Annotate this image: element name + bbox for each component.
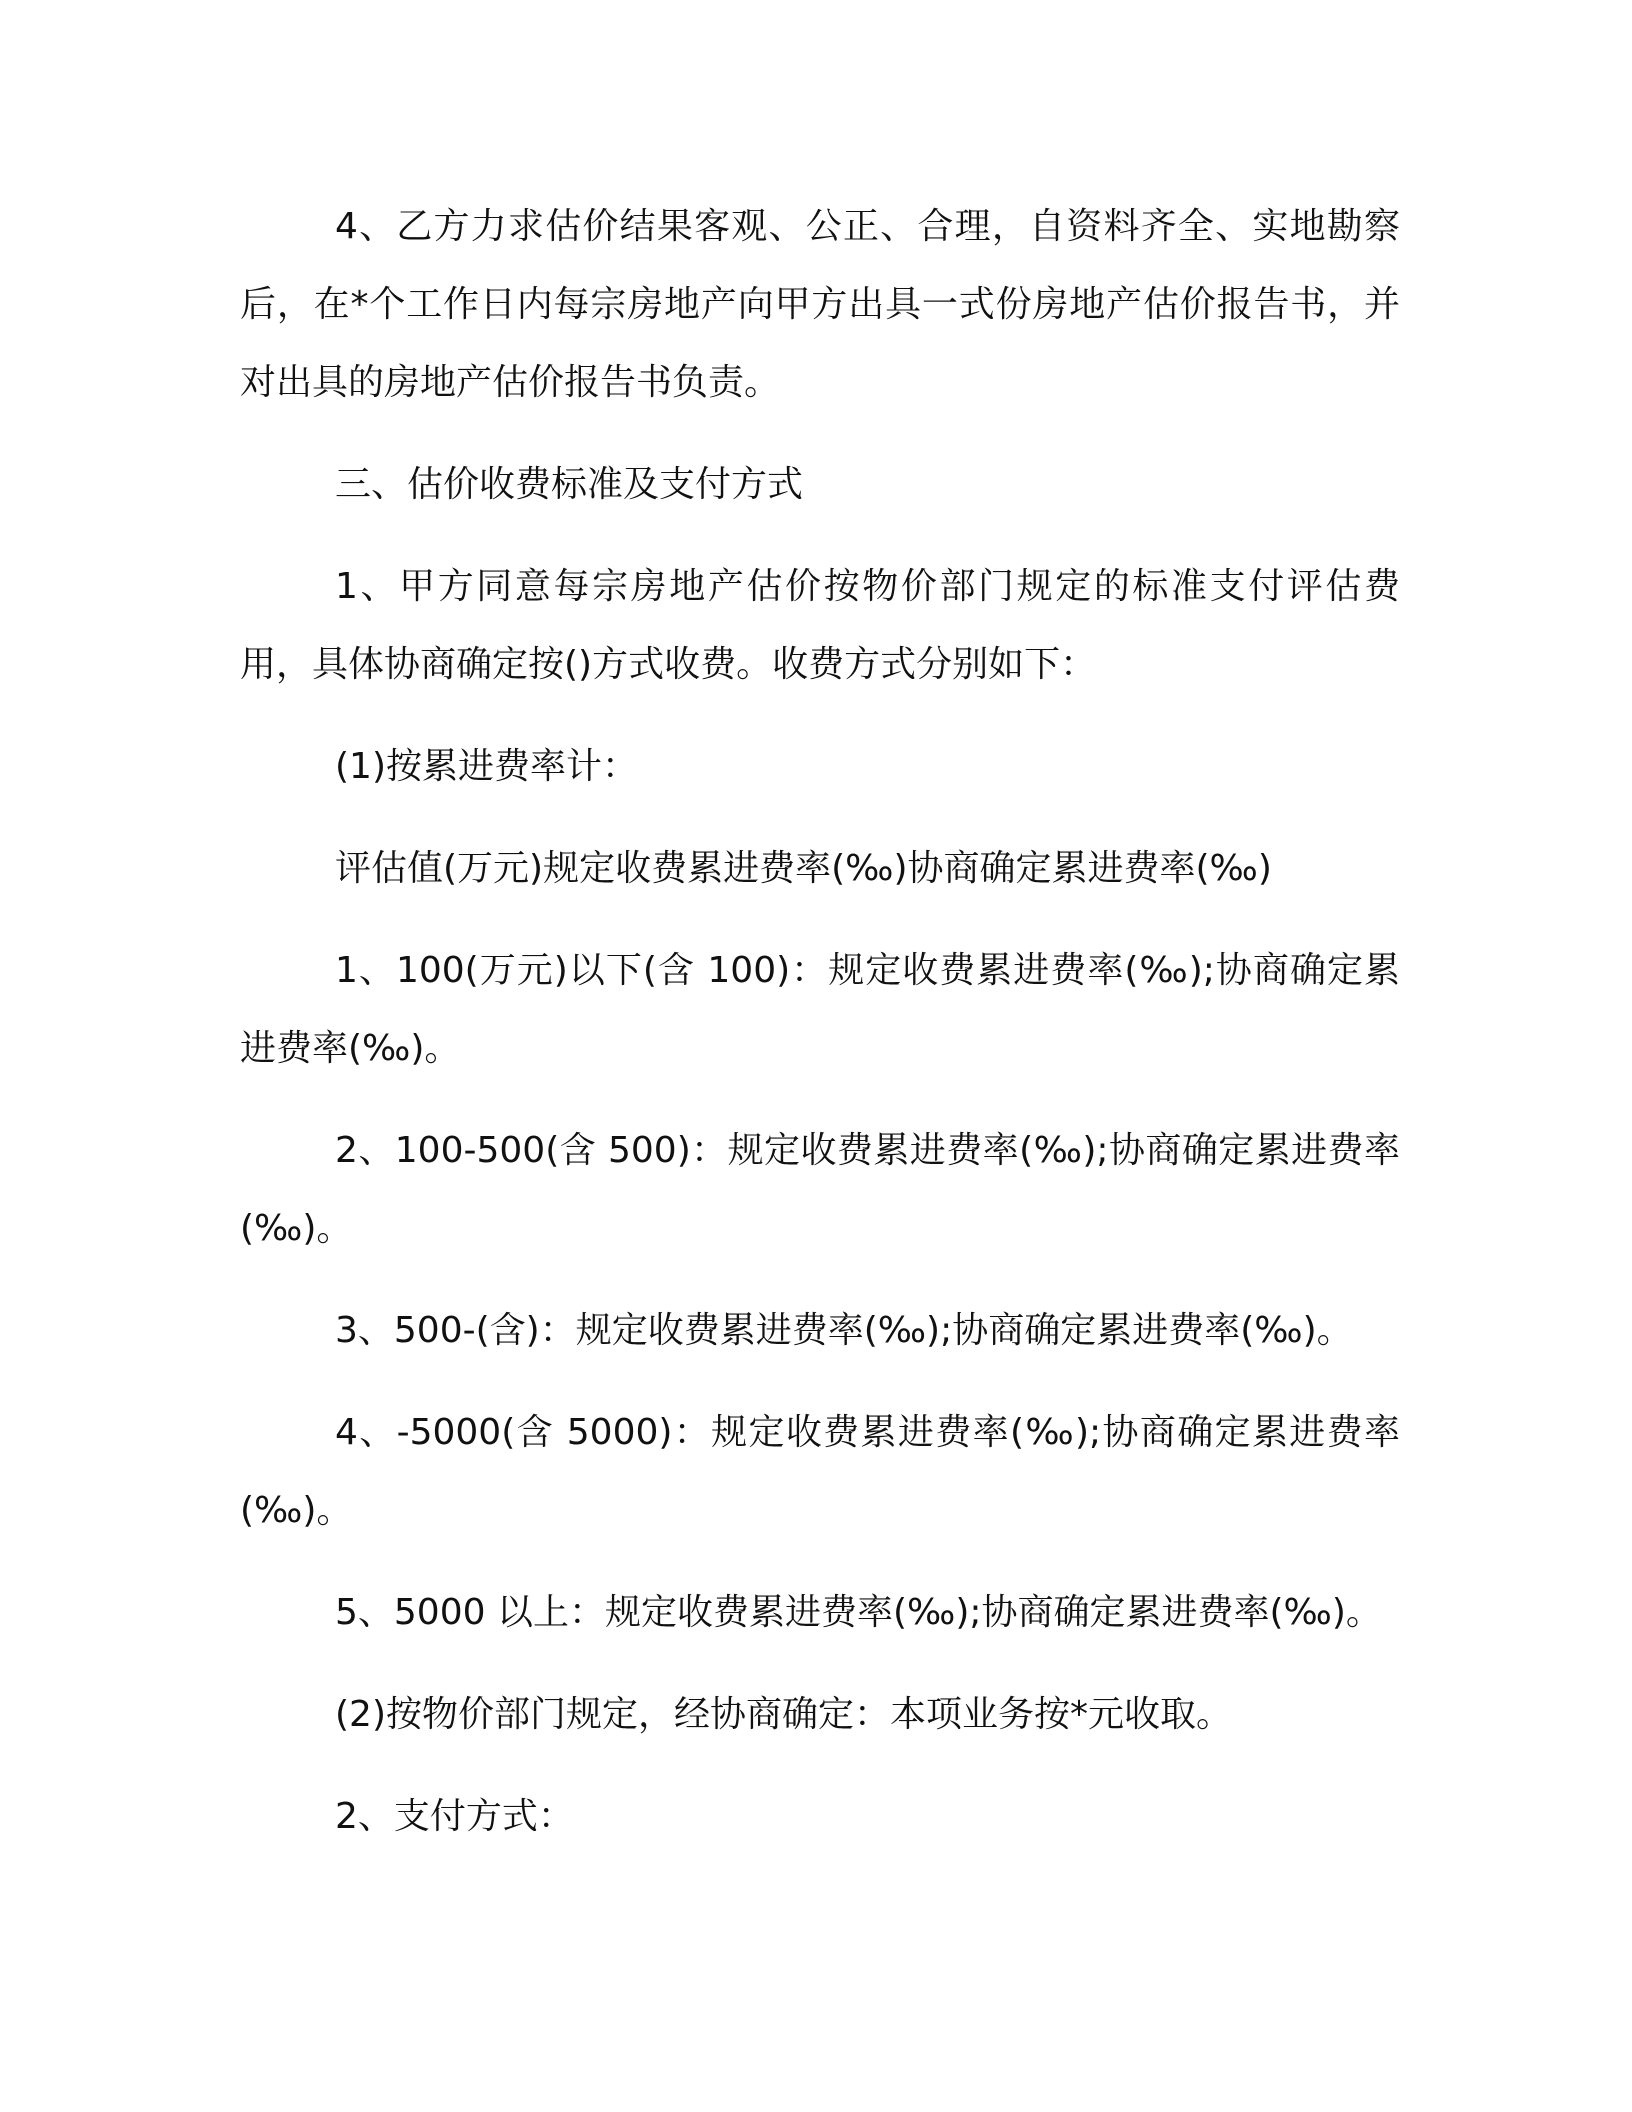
document-body	[240, 188, 1400, 1880]
paragraph-rate-tier-4: 4、-5000(含 5000)：规定收费累进费率(‰);协商确定累进费率(‰)。	[240, 1412, 1400, 1531]
paragraph-rate-tier-3: 3、500-(含)：规定收费累进费率(‰);协商确定累进费率(‰)。	[335, 1310, 1353, 1351]
paragraph-fixed-fee: (2)按物价部门规定，经协商确定：本项业务按*元收取。	[335, 1694, 1232, 1735]
paragraph-rate-tier-2: 2、100-500(含 500)：规定收费累进费率(‰);协商确定累进费率(‰)。	[240, 1130, 1400, 1249]
paragraph-progressive-rate: (1)按累进费率计：	[335, 746, 638, 787]
paragraph-payment-method: 2、支付方式：	[335, 1796, 574, 1837]
paragraph-report-duty: 4、乙方力求估价结果客观、公正、合理，自资料齐全、实地勘察后，在*个工作日内每宗房地产向甲方出具一式份房地产估价报告书，并对出具的房地产估价报告书负责。	[240, 206, 1400, 403]
section-heading-fees: 三、估价收费标准及支付方式	[335, 464, 804, 505]
paragraph-fee-agreement: 1、甲方同意每宗房地产估价按物价部门规定的标准支付评估费用，具体协商确定按()方式收费。收费方式分别如下：	[240, 566, 1400, 685]
paragraph-rate-tier-1: 1、100(万元)以下(含 100)：规定收费累进费率(‰);协商确定累进费率(‰)。	[240, 950, 1400, 1069]
paragraph-rate-tier-5: 5、5000 以上：规定收费累进费率(‰);协商确定累进费率(‰)。	[335, 1592, 1382, 1633]
paragraph-rate-header: 评估值(万元)规定收费累进费率(‰)协商确定累进费率(‰)	[335, 848, 1272, 889]
